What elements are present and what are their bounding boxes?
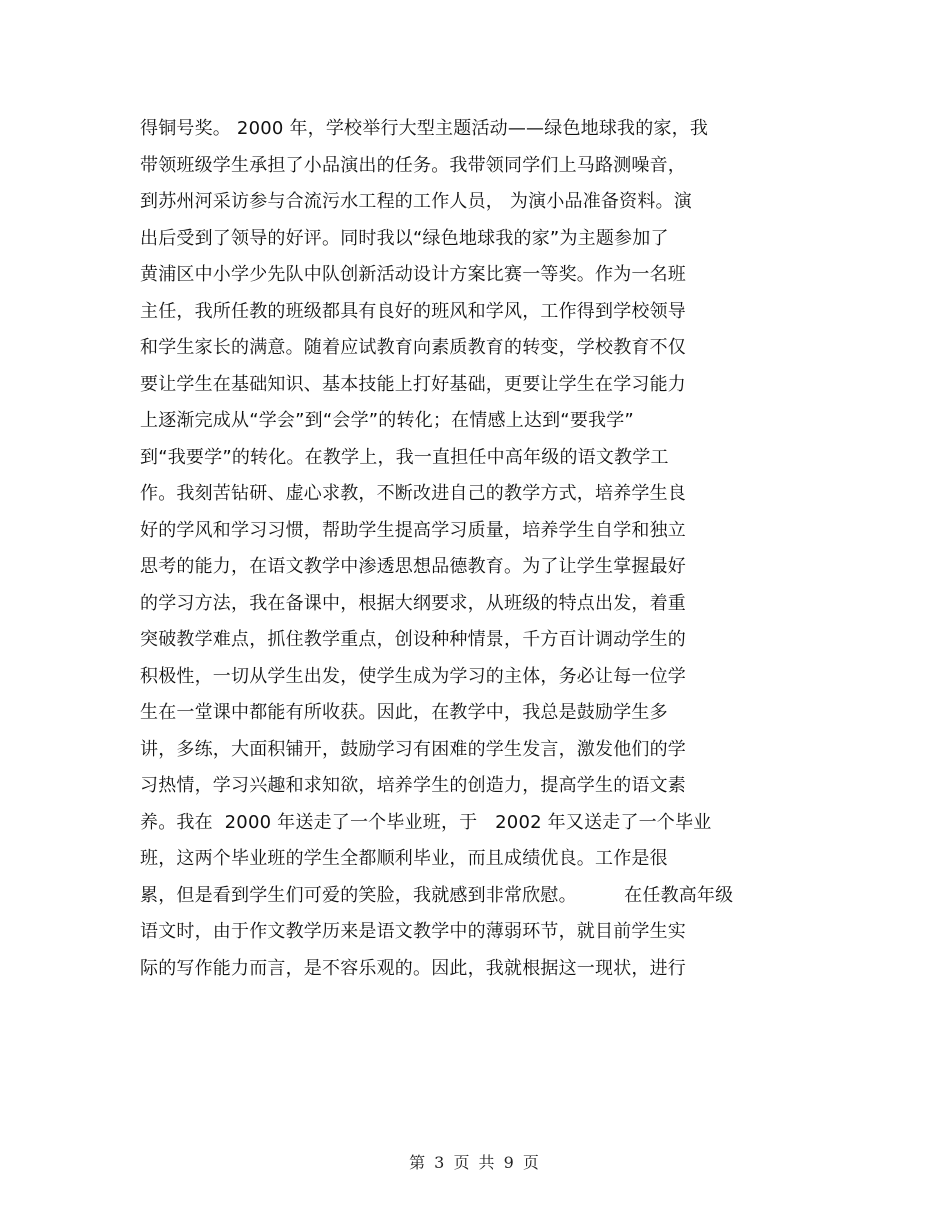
text-line: 带领班级学生承担了小品演出的任务。我带领同学们上马路测噪音，	[140, 154, 686, 176]
text-line: 生在一堂课中都能有所收获。因此，在教学中，我总是鼓励学生多	[140, 702, 668, 723]
text-line: 和学生家长的满意。随着应试教育向素质教育的转变，学校教育不仅	[140, 337, 686, 358]
text-line: 主任，我所任教的班级都具有良好的班风和学风，工作得到学校领导	[140, 300, 686, 322]
text-line: 思考的能力，在语文教学中渗透思想品德教育。为了让学生掌握最好	[140, 556, 686, 577]
text-line: 积极性，一切从学生出发，使学生成为学习的主体，务必让每一位学	[140, 665, 686, 687]
text-line: 班，这两个毕业班的学生全都顺利毕业，而且成绩优良。工作是很	[140, 848, 668, 869]
text-line: 的学习方法，我在备课中，根据大纲要求，从班级的特点出发，着重	[140, 592, 686, 614]
text-line: 好的学风和学习习惯，帮助学生提高学习质量，培养学生自学和独立	[140, 519, 686, 541]
body-text	[140, 111, 830, 987]
text-line: 作。我刻苦钻研、虚心求教，不断改进自己的教学方式，培养学生良	[140, 483, 686, 504]
text-line: 养。我在 2000 年送走了一个毕业班，于 2002 年又送走了一个毕业	[140, 811, 712, 833]
text-line: 上逐渐完成从“学会”到“会学”的转化；在情感上达到“要我学”	[140, 410, 634, 431]
text-line: 出后受到了领导的好评。同时我以“绿色地球我的家”为主题参加了	[140, 227, 669, 249]
text-line: 累，但是看到学生们可爱的笑脸，我就感到非常欣慰。 在任教高年级	[140, 884, 734, 906]
text-line: 黄浦区中小学少先队中队创新活动设计方案比赛一等奖。作为一名班	[140, 264, 686, 285]
text-line: 得铜号奖。 2000 年，学校举行大型主题活动——绿色地球我的家，我	[140, 118, 709, 139]
page-number-footer: 第 3 页 共 9 页	[409, 1153, 541, 1172]
text-line: 际的写作能力而言，是不容乐观的。因此，我就根据这一现状，进行	[140, 957, 686, 979]
text-line: 习热情，学习兴趣和求知欲，培养学生的创造力，提高学生的语文素	[140, 775, 686, 796]
text-line: 讲，多练，大面积铺开，鼓励学习有困难的学生发言，激发他们的学	[140, 738, 686, 760]
text-line: 到苏州河采访参与合流污水工程的工作人员， 为演小品准备资料。演	[140, 191, 692, 212]
text-line: 到“我要学”的转化。在教学上，我一直担任中高年级的语文教学工	[140, 446, 669, 468]
text-line: 突破教学难点，抓住教学重点，创设种种情景，千方百计调动学生的	[140, 629, 686, 650]
text-line: 要让学生在基础知识、基本技能上打好基础，更要让学生在学习能力	[140, 373, 686, 395]
text-line: 语文时，由于作文教学历来是语文教学中的薄弱环节，就目前学生实	[140, 921, 686, 942]
